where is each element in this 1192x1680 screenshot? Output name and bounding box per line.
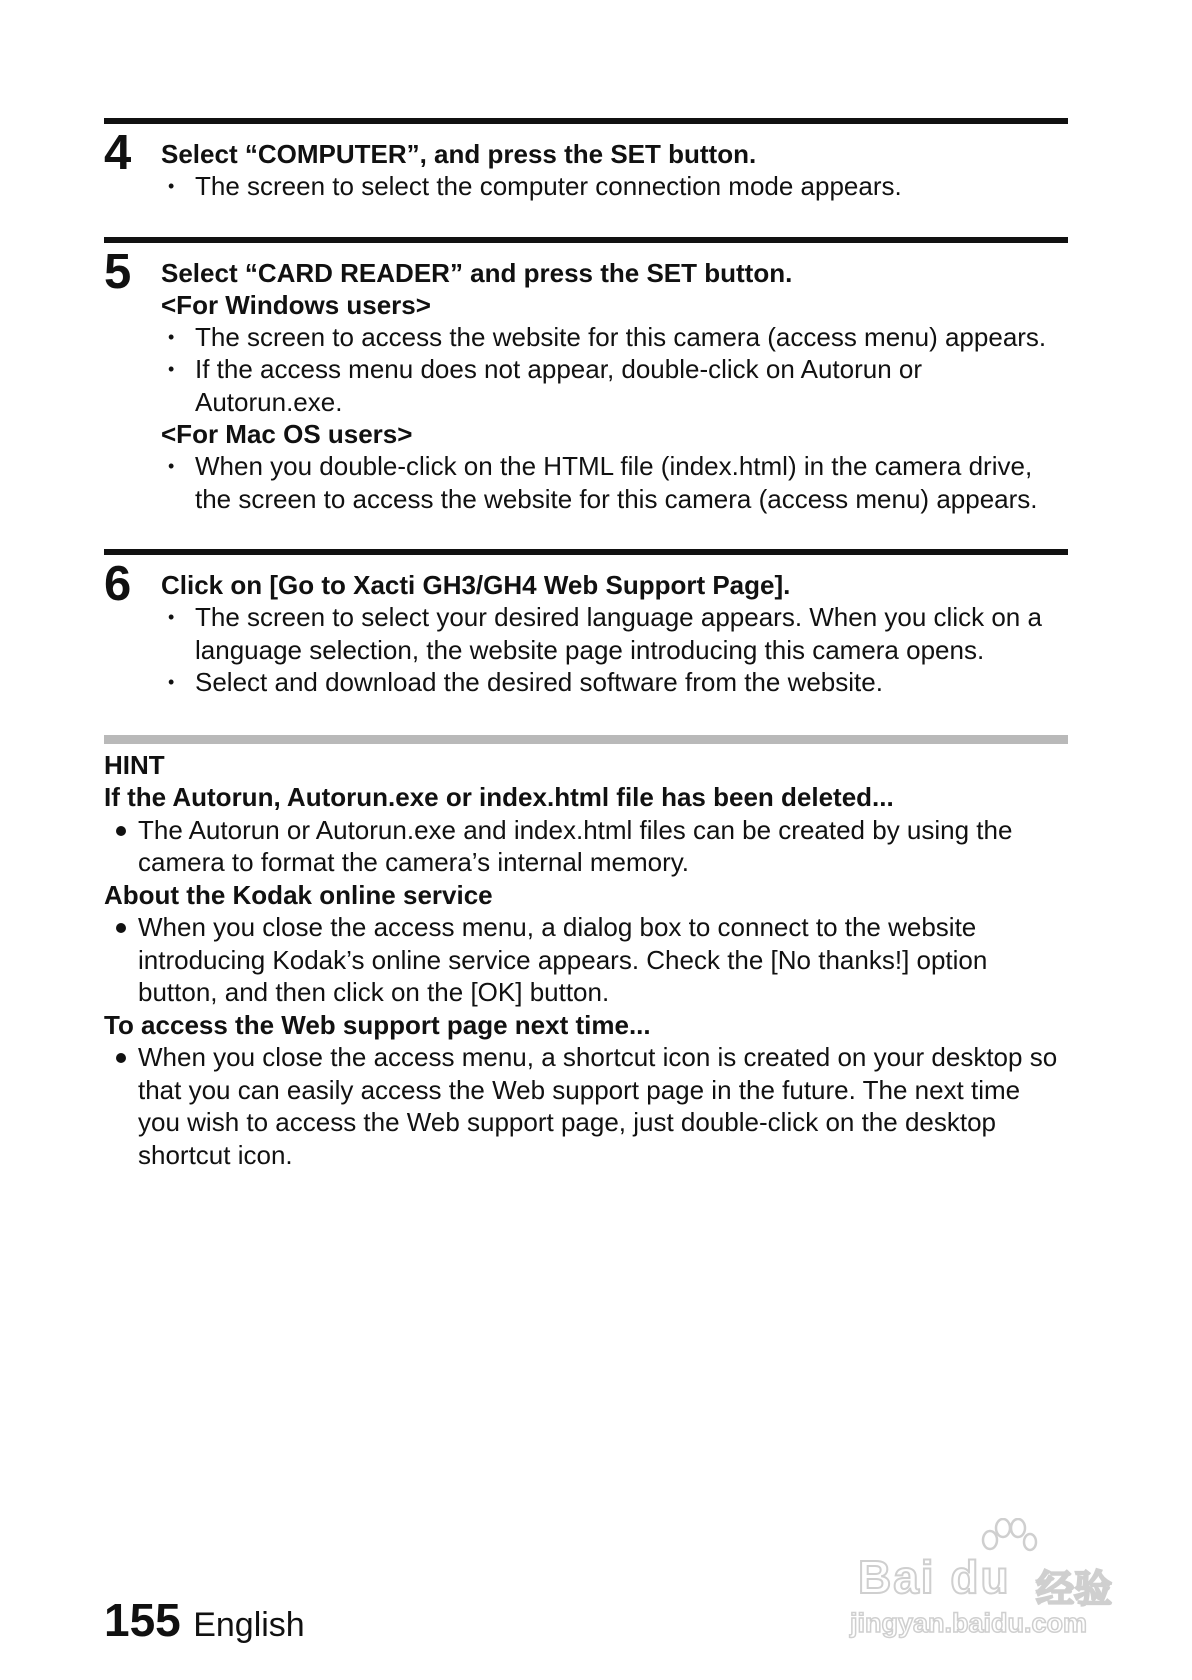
watermark-url: jingyan.baidu.com bbox=[850, 1608, 1088, 1638]
manual-page bbox=[104, 118, 1068, 1171]
step-number: 6 bbox=[104, 557, 132, 611]
hint-heading: If the Autorun, Autorun.exe or index.html file has been deleted... bbox=[104, 782, 894, 812]
section-rule bbox=[104, 549, 1068, 555]
mac-bullets bbox=[104, 450, 1068, 515]
hint-heading: To access the Web support page next time... bbox=[104, 1009, 651, 1040]
hint-title: HINT bbox=[104, 749, 165, 780]
step-5 bbox=[104, 237, 1068, 516]
page-number: 155 bbox=[104, 1594, 181, 1646]
watermark-logo: Bai du bbox=[858, 1551, 1011, 1603]
windows-bullets bbox=[104, 321, 1068, 419]
hint-heading: About the Kodak online service bbox=[104, 879, 493, 910]
step-number: 5 bbox=[104, 244, 132, 299]
hint-bullets bbox=[104, 911, 1068, 1009]
section-rule bbox=[104, 237, 1068, 243]
watermark-cn: 经验 bbox=[1036, 1569, 1113, 1611]
hint-rule bbox=[104, 735, 1068, 744]
step-title: Select “CARD READER” and press the SET button. bbox=[161, 257, 793, 288]
bullet-item: • Select and download the desired software from the website. bbox=[195, 666, 1068, 699]
bullet-item: • If the access menu does not appear, double-click on Autorun or Autorun.exe. bbox=[195, 353, 1068, 418]
step-title: Select “COMPUTER”, and press the SET button. bbox=[161, 139, 757, 169]
hint-bullet-item: The Autorun or Autorun.exe and index.html files can be created by using the camera to format the camera’s internal memory. bbox=[138, 814, 1068, 879]
page-footer bbox=[104, 1595, 305, 1650]
section-rule bbox=[104, 118, 1068, 124]
hint-bullets bbox=[104, 814, 1068, 879]
step-title: Click on [Go to Xacti GH3/GH4 Web Support Page]. bbox=[161, 570, 791, 600]
bullet-item: • The screen to select your desired language appears. When you click on a language selection, the website page introducing this camera opens. bbox=[195, 601, 1068, 666]
hint-bullets bbox=[104, 1041, 1068, 1171]
baidu-watermark bbox=[848, 1518, 1134, 1646]
bullet-item: • The screen to access the website for this camera (access menu) appears. bbox=[195, 321, 1068, 354]
hint-bullet-item: When you close the access menu, a shortcut icon is created on your desktop so that you can easily access the Web support page in the future. The next time you wish to access the Web support page, just double-click on the desktop shortcut icon. bbox=[138, 1041, 1068, 1171]
bullet-item: • The screen to select the computer connection mode appears. bbox=[195, 170, 1068, 203]
windows-users-heading: <For Windows users> bbox=[161, 289, 431, 320]
step-4 bbox=[104, 118, 1068, 203]
hint-bullet-item: When you close the access menu, a dialog box to connect to the website introducing Kodak’s online service appears. Check the [No thanks!] option button, and then click on the [OK] button. bbox=[138, 911, 1068, 1009]
step-header bbox=[104, 244, 1068, 299]
hint-box bbox=[104, 735, 1068, 1172]
step-bullets bbox=[104, 170, 1068, 203]
step-header bbox=[104, 126, 1068, 180]
step-header bbox=[104, 557, 1068, 611]
page-language: English bbox=[193, 1606, 305, 1644]
mac-users-heading: <For Mac OS users> bbox=[161, 419, 413, 449]
step-number: 4 bbox=[104, 126, 132, 180]
step-6 bbox=[104, 549, 1068, 699]
bullet-item: • When you double-click on the HTML file (index.html) in the camera drive, the screen to access the website for this camera (access menu) appears. bbox=[195, 450, 1068, 515]
step-bullets bbox=[104, 601, 1068, 699]
